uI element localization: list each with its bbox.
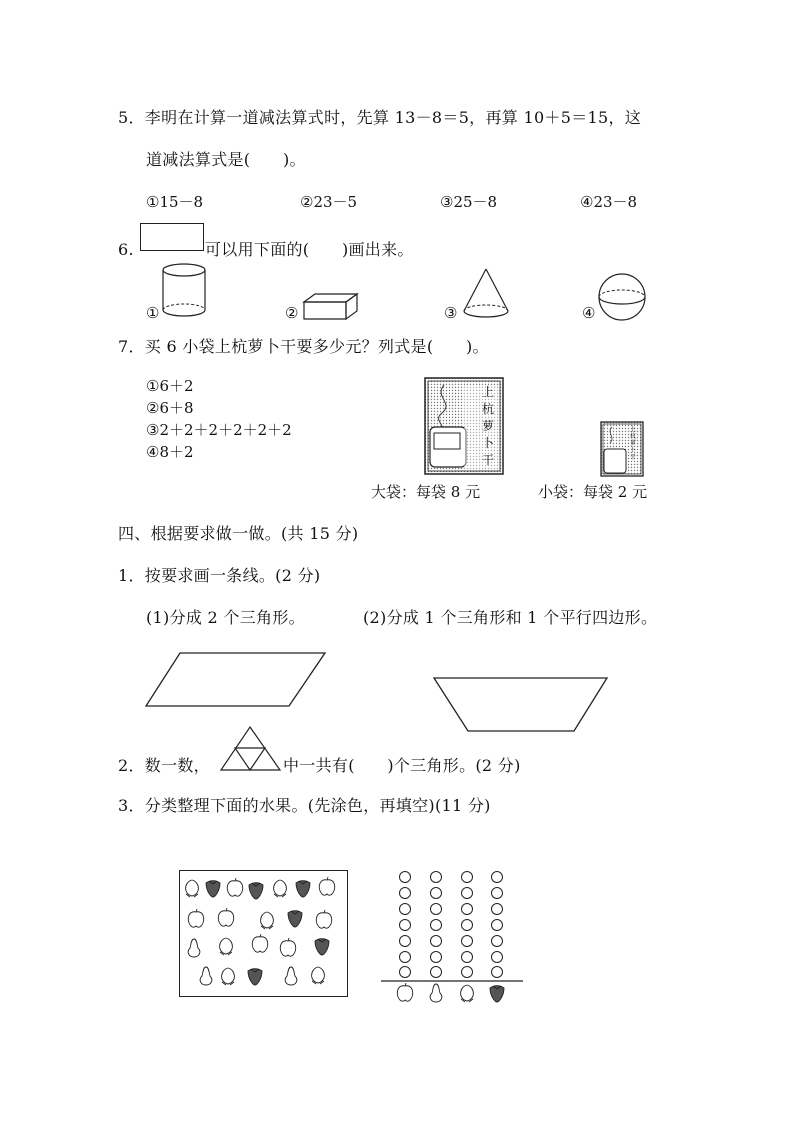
q5-line2: 道减法算式是( )。 <box>146 150 306 169</box>
graph-column-apple <box>400 872 411 978</box>
s4-q1-part1: (1)分成 2 个三角形。 <box>146 608 305 627</box>
triangle-count-figure <box>220 726 282 772</box>
big-bag-char-3: 萝 <box>482 419 495 433</box>
q7-option-4[interactable]: ④8＋2 <box>146 443 194 461</box>
q5-option-3[interactable]: ③25－8 <box>440 193 498 211</box>
q6-option-2[interactable]: ② <box>285 304 299 322</box>
cuboid-icon <box>303 292 363 322</box>
cylinder-icon <box>160 262 210 322</box>
big-bag-char-2: 杭 <box>482 402 495 416</box>
q7-option-2[interactable]: ②6＋8 <box>146 399 194 417</box>
q6-number: 6. <box>118 240 134 259</box>
fruit-column-graph[interactable] <box>380 868 525 1004</box>
section4-title: 四、根据要求做一做。(共 15 分) <box>118 524 359 543</box>
graph-column-pear <box>431 872 442 978</box>
rectangle-figure <box>140 223 204 251</box>
big-bag-char-1: 上 <box>482 385 495 399</box>
fruit-grid <box>180 871 346 995</box>
q7-option-3[interactable]: ③2＋2＋2＋2＋2＋2 <box>146 421 292 439</box>
cone-icon <box>462 268 512 324</box>
s4-q2-prefix: 2．数一数， <box>118 756 210 775</box>
q6-option-4[interactable]: ④ <box>582 304 596 322</box>
q6-option-1[interactable]: ① <box>146 304 160 322</box>
q6-option-3[interactable]: ③ <box>444 304 458 322</box>
q7-text: 7．买 6 小袋上杭萝卜干要多少元？列式是( )。 <box>118 337 489 356</box>
s4-q2-suffix: 中一共有( )个三角形。(2 分) <box>283 756 521 775</box>
q5-option-2[interactable]: ②23－5 <box>300 193 358 211</box>
sphere-icon <box>598 273 648 323</box>
q6-text: 可以用下面的( )画出来。 <box>205 240 414 259</box>
q5-option-1[interactable]: ①15－8 <box>146 193 204 211</box>
parallelogram-figure[interactable] <box>144 652 328 708</box>
small-bag-text: 上杭萝卜干 <box>630 426 637 461</box>
apple-icon <box>397 983 412 1001</box>
graph-column-strawberry <box>492 872 503 978</box>
q5-option-4[interactable]: ④23－8 <box>580 193 638 211</box>
graph-column-peach <box>462 872 473 978</box>
big-bag-char-5: 干 <box>482 453 495 467</box>
s4-q3-title: 3．分类整理下面的水果。(先涂色，再填空)(11 分) <box>118 796 491 815</box>
big-bag-char-4: 卜 <box>482 436 495 450</box>
s4-q1-title: 1．按要求画一条线。(2 分) <box>118 566 321 585</box>
small-bag-label: 小袋：每袋 2 元 <box>538 483 648 501</box>
trapezoid-figure[interactable] <box>432 676 610 734</box>
strawberry-icon <box>490 986 504 1002</box>
big-bag-label: 大袋：每袋 8 元 <box>371 483 481 501</box>
peach-icon <box>461 985 474 1002</box>
s4-q1-part2: (2)分成 1 个三角形和 1 个平行四边形。 <box>363 608 658 627</box>
pear-icon <box>430 984 442 1002</box>
q7-option-1[interactable]: ①6＋2 <box>146 377 194 395</box>
q5-line1: 5．李明在计算一道减法算式时，先算 13－8＝5，再算 10＋5＝15，这 <box>118 108 642 127</box>
